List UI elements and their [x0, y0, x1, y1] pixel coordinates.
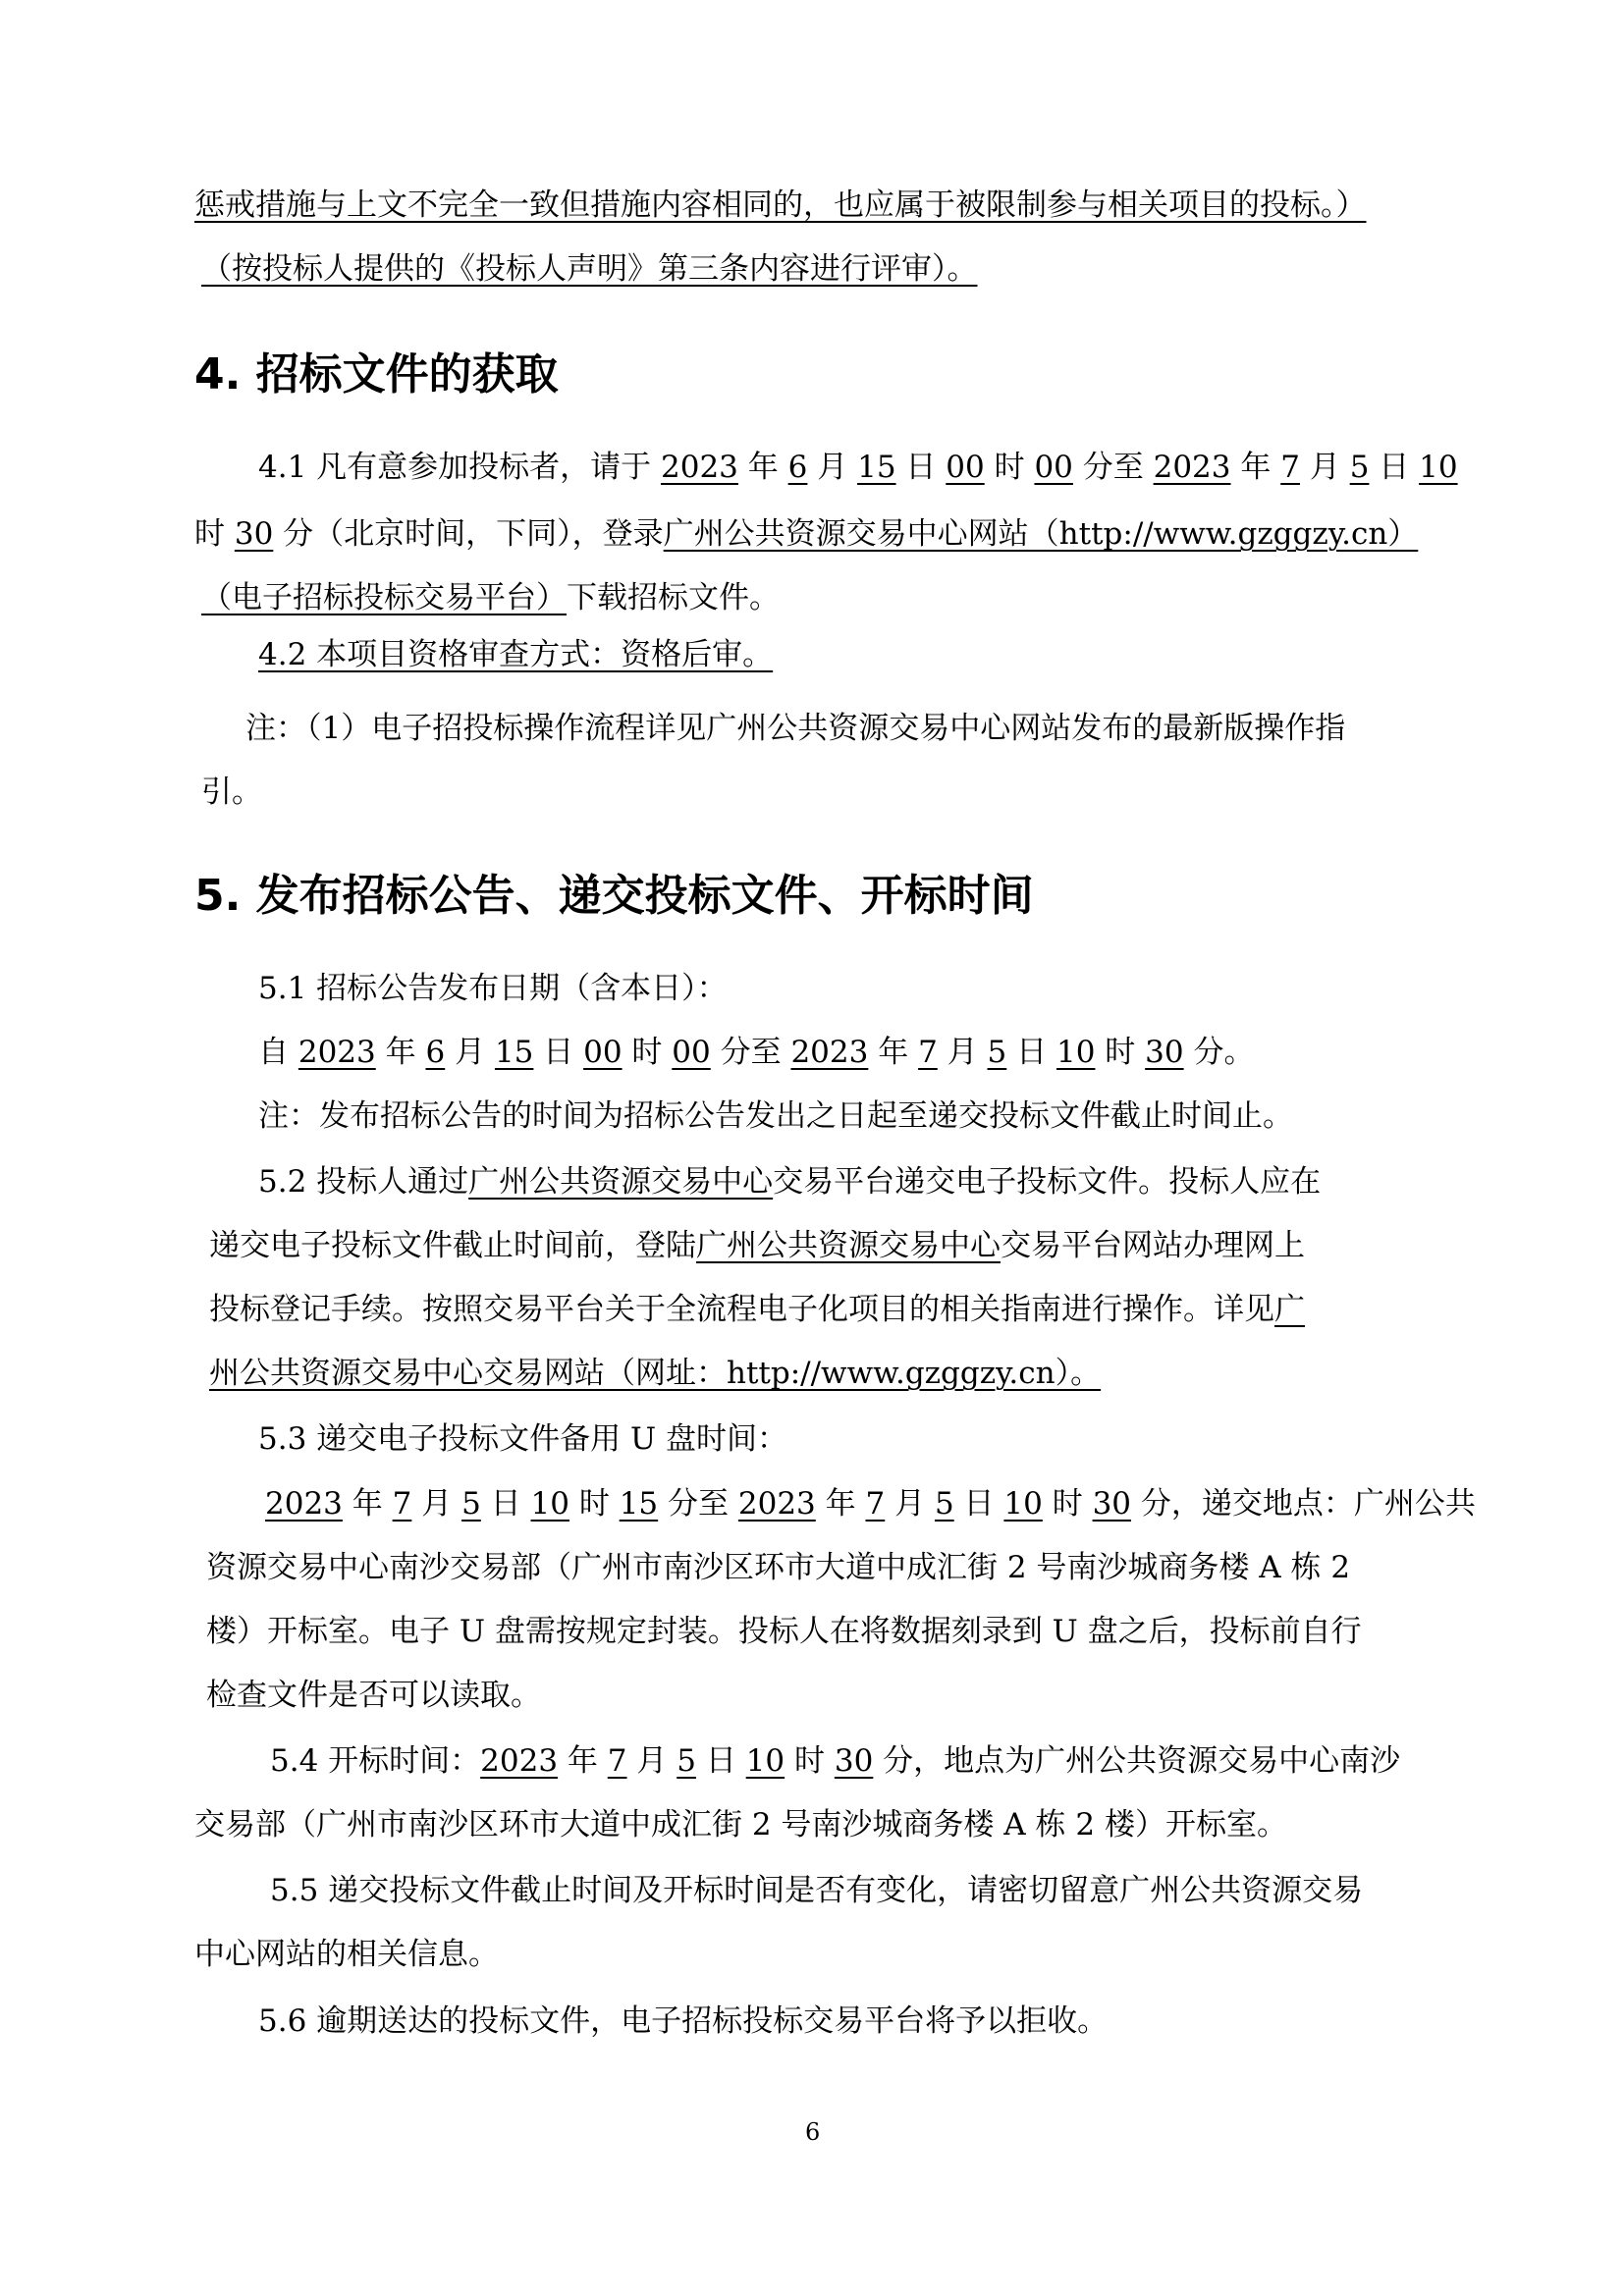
s5-p3-line1: 2023 年 7 月 5 日 10 时 15 分至 2023 年 7 月 5 日 10 时 30 分，递交地点：广州公共 [265, 1486, 1476, 1522]
s5-p2-line1: 5.2 投标人通过广州公共资源交易中心交易平台递交电子投标文件。投标人应在 [258, 1164, 1322, 1200]
s5-p3: 5.3 递交电子投标文件备用 U 盘时间： [258, 1421, 787, 1457]
s5-p4-line1: 5.4 开标时间：2023 年 7 月 5 日 10 时 30 分，地点为广州公共资源交易中心南沙 [270, 1743, 1401, 1779]
s4-p1-line1: 4.1 凡有意参加投标者，请于 2023 年 6 月 15 日 00 时 00 分至 2023 年 7 月 5 日 10 [258, 450, 1458, 485]
s5-p1-dates: 自 2023 年 6 月 15 日 00 时 00 分至 2023 年 7 月 5 日 10 时 30 分。 [258, 1035, 1255, 1070]
s5-p6: 5.6 逾期送达的投标文件，电子招标投标交易平台将予以拒收。 [258, 2003, 1109, 2039]
s5-p1: 5.1 招标公告发布日期（含本日）： [258, 971, 728, 1006]
continuation-line-2: （按投标人提供的《投标人声明》第三条内容进行评审）。 [201, 251, 978, 287]
s5-p3-line3: 楼）开标室。电子 U 盘需按规定封装。投标人在将数据刻录到 U 盘之后，投标前自行 [206, 1614, 1362, 1649]
s4-p1-line2: 时 30 分（北京时间，下同），登录广州公共资源交易中心网站（http://www.gzggzy.cn） [194, 516, 1419, 552]
s5-p2-line3: 投标登记手续。按照交易平台关于全流程电子化项目的相关指南进行操作。详见广 [209, 1292, 1305, 1327]
s4-p2: 4.2 本项目资格审查方式：资格后审。 [258, 637, 774, 672]
s5-p3-line4: 检查文件是否可以读取。 [206, 1678, 541, 1713]
s5-p4-line2: 交易部（广州市南沙区环市大道中成汇街 2 号南沙城商务楼 A 栋 2 楼）开标室。 [194, 1807, 1287, 1842]
s4-note-line1: 注：（1）电子招投标操作流程详见广州公共资源交易中心网站发布的最新版操作指 [245, 711, 1346, 746]
s5-p3-line2: 资源交易中心南沙交易部（广州市南沙区环市大道中成汇街 2 号南沙城商务楼 A 栋 2 [206, 1550, 1351, 1585]
s5-p2-line2: 递交电子投标文件截止时间前，登陆广州公共资源交易中心交易平台网站办理网上 [209, 1228, 1305, 1263]
gzggzy-link[interactable]: 广州公共资源交易中心网站（http://www.gzggzy.cn） [663, 516, 1419, 552]
s4-note-line2: 引。 [201, 774, 262, 810]
continuation-line-1: 惩戒措施与上文不完全一致但措施内容相同的，也应属于被限制参与相关项目的投标。） [194, 187, 1367, 223]
s5-p1-note: 注：发布招标公告的时间为招标公告发出之日起至递交投标文件截止时间止。 [258, 1098, 1293, 1134]
section-5-heading: 5. 发布招标公告、递交投标文件、开标时间 [194, 871, 1034, 921]
s4-p1-line3: （电子招标投标交易平台）下载招标文件。 [201, 580, 780, 615]
page-number: 6 [805, 2118, 821, 2146]
s5-p5-line2: 中心网站的相关信息。 [194, 1937, 499, 1972]
s5-p2-line4[interactable]: 州公共资源交易中心交易网站（网址：http://www.gzggzy.cn）。 [209, 1356, 1102, 1391]
section-4-heading: 4. 招标文件的获取 [194, 349, 559, 400]
s5-p5-line1: 5.5 递交投标文件截止时间及开标时间是否有变化，请密切留意广州公共资源交易 [270, 1873, 1364, 1908]
